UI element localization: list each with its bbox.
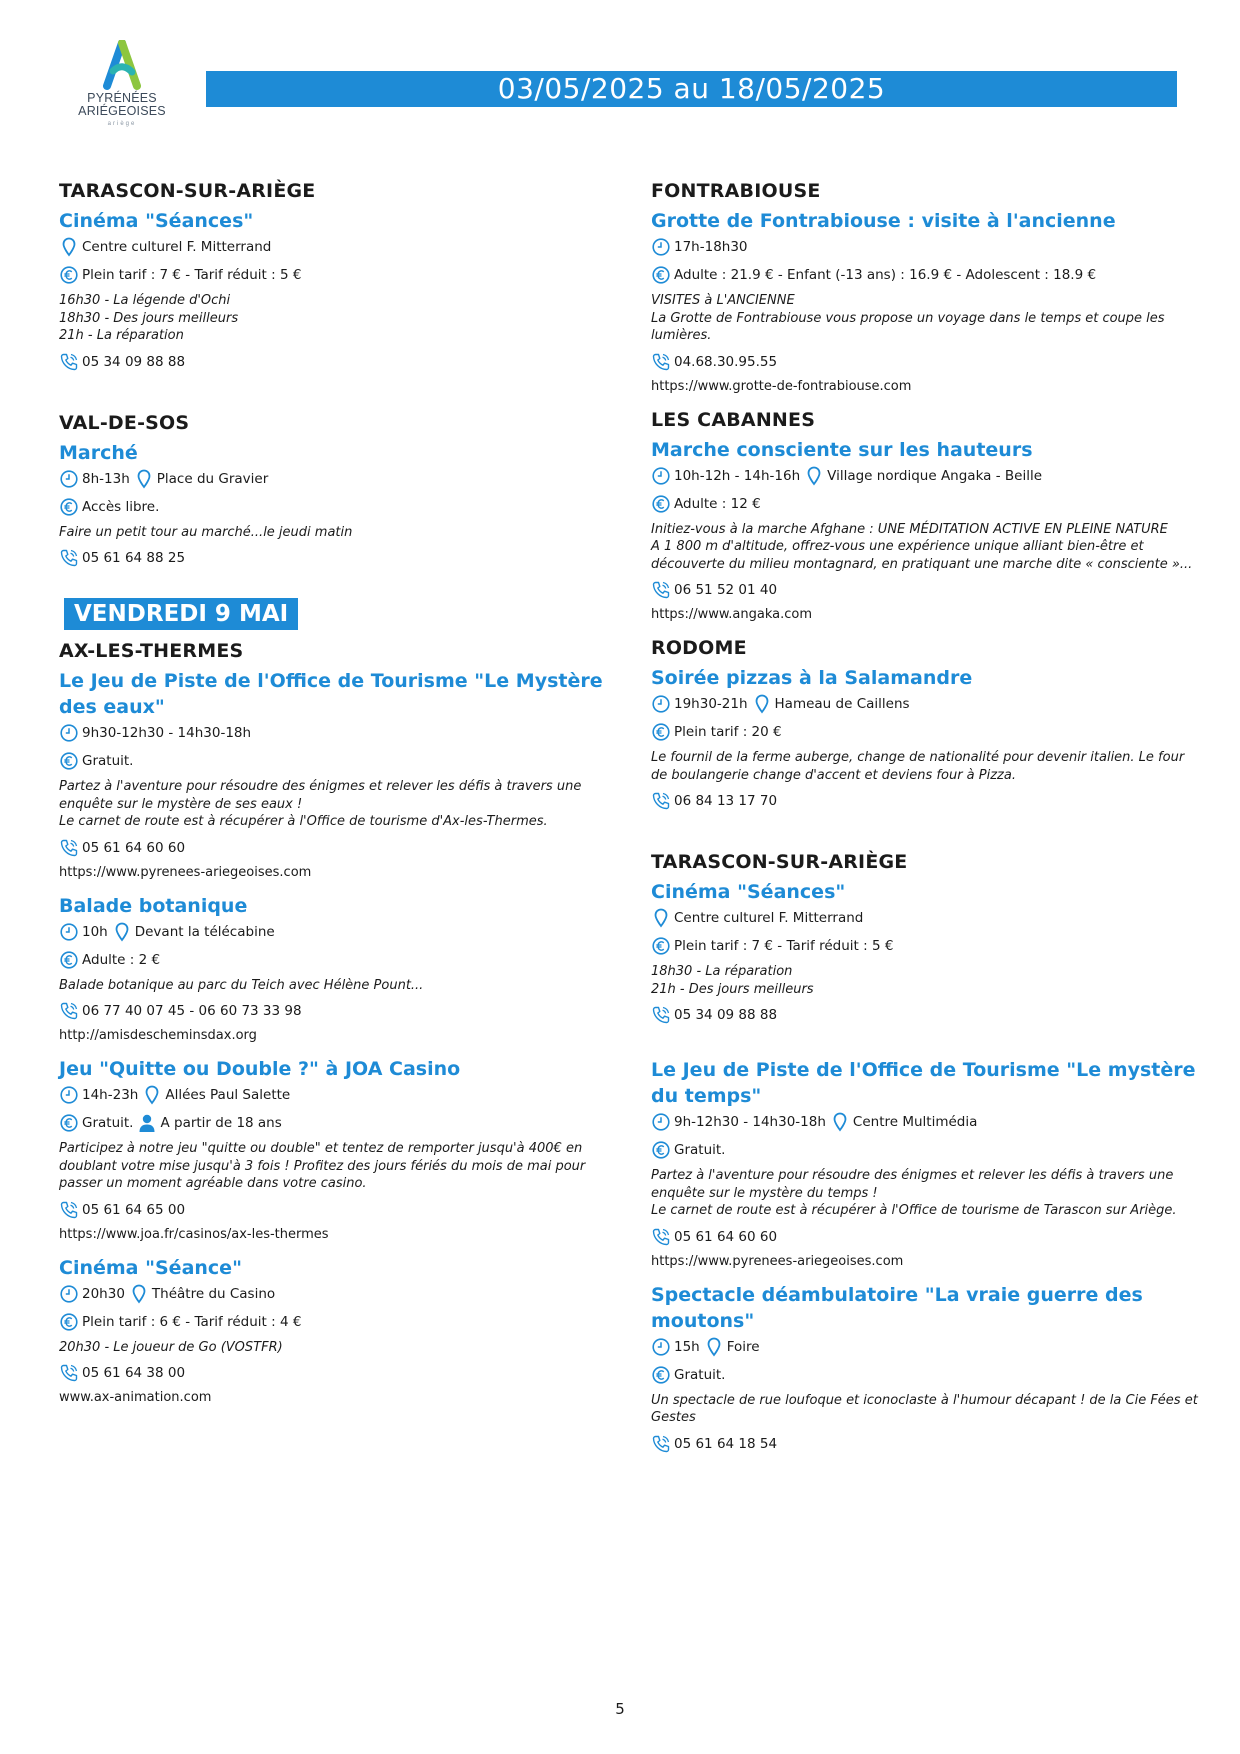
clock-icon xyxy=(59,1284,79,1304)
left-column xyxy=(59,178,615,1408)
event-url-link[interactable]: https://www.joa.fr/casinos/ax-les-thermes xyxy=(59,1226,329,1242)
euro-icon xyxy=(59,1312,79,1332)
event-url-link[interactable]: https://www.pyrenees-ariegeoises.com xyxy=(651,1253,904,1269)
event-price: Adulte : 12 € xyxy=(674,495,761,512)
event-location: Devant la télécabine xyxy=(134,923,275,940)
clock-icon xyxy=(59,723,79,743)
event-price: Plein tarif : 7 € - Tarif réduit : 5 € xyxy=(674,938,894,954)
euro-icon xyxy=(651,936,671,956)
phone-icon xyxy=(59,1363,79,1383)
event-time: 9h30-12h30 - 14h30-18h xyxy=(82,725,252,741)
event-description: Le carnet de route est à récupérer à l'Office de tourisme d'Ax-les-Thermes. xyxy=(59,814,548,829)
clock-icon xyxy=(651,1112,671,1132)
event-phone[interactable]: 06 84 13 17 70 xyxy=(674,793,778,809)
event-city: TARASCON-SUR-ARIÈGE xyxy=(651,851,908,873)
event-description: VISITES à L'ANCIENNE xyxy=(651,293,795,308)
euro-icon xyxy=(59,751,79,771)
event-price: Gratuit. xyxy=(674,1366,726,1383)
event-description: La Grotte de Fontrabiouse vous propose un voyage dans le temps et coupe les lumières. xyxy=(651,310,1165,343)
clock-icon xyxy=(651,1337,671,1357)
event-title: Jeu "Quitte ou Double ?" à JOA Casino xyxy=(59,1058,461,1080)
event-description: Initiez-vous à la marche Afghane : UNE MÉDITATION ACTIVE EN PLEINE NATURE xyxy=(651,521,1168,537)
event-phone[interactable]: 06 51 52 01 40 xyxy=(674,582,778,598)
location-pin-icon xyxy=(651,908,671,928)
event-screening: 21h - La réparation xyxy=(59,328,184,343)
location-pin-icon xyxy=(112,922,132,942)
phone-icon xyxy=(59,548,79,568)
phone-icon xyxy=(651,791,671,811)
event-phone[interactable]: 05 61 64 60 60 xyxy=(82,839,186,856)
phone-icon xyxy=(651,352,671,372)
event-description: A 1 800 m d'altitude, offrez-vous une expérience unique alliant bien-être et découverte du milieu montagnard, en pratiquant une marche dite « consciente »... xyxy=(651,539,1193,572)
event-cinema-seance-ax xyxy=(59,1255,615,1409)
event-screening: 16h30 - La légende d'Ochi xyxy=(59,293,231,308)
event-val-de-sos-marche xyxy=(59,410,615,569)
event-price: Plein tarif : 20 € xyxy=(674,724,782,740)
event-description: Balade botanique au parc du Teich avec Hélène Pount... xyxy=(59,977,424,993)
event-title: Balade botanique xyxy=(59,894,248,917)
location-pin-icon xyxy=(134,469,154,489)
event-price: Plein tarif : 7 € - Tarif réduit : 5 € xyxy=(82,267,302,283)
phone-icon xyxy=(59,1200,79,1220)
event-time: 20h30 xyxy=(82,1285,125,1302)
event-price: Accès libre. xyxy=(82,498,160,515)
location-pin-icon xyxy=(142,1085,162,1105)
event-time: 8h-13h xyxy=(82,470,130,487)
event-price: Adulte : 2 € xyxy=(82,951,161,968)
event-url-link[interactable]: http://amisdescheminsdax.org xyxy=(59,1028,257,1043)
clock-icon xyxy=(59,922,79,942)
event-price: Adulte : 21.9 € - Enfant (-13 ans) : 16.9 € - Adolescent : 18.9 € xyxy=(674,267,1097,283)
event-time: 19h30-21h xyxy=(674,696,748,712)
clock-icon xyxy=(59,469,79,489)
event-cabannes-marche xyxy=(651,407,1201,626)
event-location: Centre culturel F. Mitterrand xyxy=(674,910,864,926)
event-url-link[interactable]: https://www.grotte-de-fontrabiouse.com xyxy=(651,378,912,394)
euro-icon xyxy=(59,265,79,285)
euro-icon xyxy=(651,1140,671,1160)
location-pin-icon xyxy=(830,1112,850,1132)
event-phone[interactable]: 05 61 64 38 00 xyxy=(82,1365,186,1381)
person-age-icon xyxy=(137,1113,157,1133)
event-rodome-pizzas xyxy=(651,635,1201,811)
event-ax-jeu-de-piste xyxy=(59,638,615,883)
event-title: Marché xyxy=(59,441,138,464)
event-phone[interactable]: 05 61 64 65 00 xyxy=(82,1201,186,1218)
event-location: Place du Gravier xyxy=(156,470,269,487)
right-column xyxy=(651,178,1201,1454)
location-pin-icon xyxy=(129,1284,149,1304)
event-screening: 20h30 - Le joueur de Go (VOSTFR) xyxy=(59,1339,283,1355)
event-city: FONTRABIOUSE xyxy=(651,180,821,202)
brand-tagline: ariège xyxy=(107,121,137,127)
euro-icon xyxy=(59,497,79,517)
phone-icon xyxy=(651,1434,671,1454)
event-fontrabiouse-grotte xyxy=(651,178,1201,397)
event-title: Cinéma "Séance" xyxy=(59,1256,242,1279)
event-screening: 21h - Des jours meilleurs xyxy=(651,981,814,997)
event-phone[interactable]: 05 61 64 60 60 xyxy=(674,1228,778,1245)
event-title: Soirée pizzas à la Salamandre xyxy=(651,667,973,689)
event-price: Gratuit. xyxy=(82,1115,134,1131)
location-pin-icon xyxy=(752,694,772,714)
event-age-limit: A partir de 18 ans xyxy=(160,1115,282,1131)
event-time: 17h-18h30 xyxy=(674,239,748,255)
event-url-link[interactable]: https://www.pyrenees-ariegeoises.com xyxy=(59,864,312,880)
day-heading: VENDREDI 9 MAI xyxy=(64,598,298,630)
event-phone[interactable]: 05 34 09 88 88 xyxy=(82,353,186,370)
event-title: Le Jeu de Piste de l'Office de Tourisme "Le Mystère des eaux" xyxy=(59,670,603,718)
event-description: Partez à l'aventure pour résoudre des énigmes et relever les défis à travers une enquête sur le mystère de ses eaux ! xyxy=(59,779,582,812)
event-joa-casino xyxy=(59,1056,615,1245)
event-title: Cinéma "Séances" xyxy=(59,210,254,232)
event-screening: 18h30 - Des jours meilleurs xyxy=(59,310,239,326)
event-phone[interactable]: 05 34 09 88 88 xyxy=(674,1007,778,1023)
event-location: Hameau de Caillens xyxy=(774,696,910,712)
event-balade-botanique xyxy=(59,893,615,1047)
event-location: Centre culturel F. Mitterrand xyxy=(82,239,272,255)
euro-icon xyxy=(651,1365,671,1385)
event-city: VAL-DE-SOS xyxy=(59,411,190,434)
event-title: Le Jeu de Piste de l'Office de Tourisme "Le mystère du temps" xyxy=(651,1059,1196,1107)
event-spectacle-moutons xyxy=(651,1282,1201,1454)
phone-icon xyxy=(651,1227,671,1247)
event-time: 10h xyxy=(82,923,108,940)
event-description: Le carnet de route est à récupérer à l'Office de tourisme de Tarascon sur Ariège. xyxy=(651,1203,1177,1218)
event-description: Faire un petit tour au marché...le jeudi matin xyxy=(59,524,353,540)
event-time: 10h-12h - 14h-16h xyxy=(674,467,801,484)
event-time: 15h xyxy=(674,1338,700,1355)
event-location: Centre Multimédia xyxy=(852,1114,978,1130)
clock-icon xyxy=(59,1085,79,1105)
event-tarascon-jeu-de-piste xyxy=(651,1057,1201,1272)
event-url-link[interactable]: www.ax-animation.com xyxy=(59,1390,212,1405)
brand-name-line1: PYRÉNÉES xyxy=(87,91,157,105)
event-location: Foire xyxy=(726,1338,760,1355)
clock-icon xyxy=(651,237,671,257)
event-title: Marche consciente sur les hauteurs xyxy=(651,438,1033,461)
event-description: Le fournil de la ferme auberge, change de nationalité pour devenir italien. Le four de boulangerie change d'accent et deviens four à Pizza. xyxy=(651,750,1185,783)
event-phone[interactable]: 04.68.30.95.55 xyxy=(674,353,778,370)
euro-icon xyxy=(651,722,671,742)
event-price: Plein tarif : 6 € - Tarif réduit : 4 € xyxy=(82,1313,302,1330)
event-url-link[interactable]: https://www.angaka.com xyxy=(651,607,813,622)
event-screening: 18h30 - La réparation xyxy=(651,964,793,979)
event-city: AX-LES-THERMES xyxy=(59,640,244,662)
event-city: TARASCON-SUR-ARIÈGE xyxy=(59,180,316,202)
event-title: Spectacle déambulatoire "La vraie guerre des moutons" xyxy=(651,1283,1143,1332)
event-phone[interactable]: 05 61 64 18 54 xyxy=(674,1435,778,1452)
page-number: 5 xyxy=(615,1700,625,1718)
brand-logo xyxy=(72,40,172,127)
logo-mark-icon xyxy=(99,40,145,92)
phone-icon xyxy=(651,580,671,600)
euro-icon xyxy=(59,950,79,970)
event-time: 14h-23h xyxy=(82,1087,139,1103)
event-phone[interactable]: 06 77 40 07 45 - 06 60 73 33 98 xyxy=(82,1003,302,1019)
event-phone[interactable]: 05 61 64 88 25 xyxy=(82,550,186,566)
euro-icon xyxy=(651,494,671,514)
event-tarascon-cinema xyxy=(59,178,615,372)
event-title: Grotte de Fontrabiouse : visite à l'ancienne xyxy=(651,210,1116,232)
event-city: LES CABANNES xyxy=(651,408,816,431)
phone-icon xyxy=(59,838,79,858)
event-price: Gratuit. xyxy=(674,1142,726,1158)
event-price: Gratuit. xyxy=(82,753,134,769)
clock-icon xyxy=(651,466,671,486)
phone-icon xyxy=(59,352,79,372)
event-title: Cinéma "Séances" xyxy=(651,881,846,903)
phone-icon xyxy=(651,1005,671,1025)
event-location: Théâtre du Casino xyxy=(151,1285,276,1302)
event-time: 9h-12h30 - 14h30-18h xyxy=(674,1114,826,1130)
date-range-banner: 03/05/2025 au 18/05/2025 xyxy=(206,71,1177,107)
event-description: Un spectacle de rue loufoque et iconoclaste à l'humour décapant ! de la Cie Fées et Gestes xyxy=(651,1392,1198,1425)
phone-icon xyxy=(59,1001,79,1021)
brand-name-line2: ARIÉGEOISES xyxy=(78,104,166,118)
euro-icon xyxy=(651,265,671,285)
location-pin-icon xyxy=(704,1337,724,1357)
event-description: Participez à notre jeu "quitte ou double" et tentez de remporter jusqu'à 400€ en doublant votre mise jusqu'à 3 fois ! Profitez des jours fériés du mois de mai pour passer un moment agréable dans votre casino. xyxy=(59,1141,586,1191)
event-tarascon-cinema-2 xyxy=(651,849,1201,1025)
euro-icon xyxy=(59,1113,79,1133)
event-description: Partez à l'aventure pour résoudre des énigmes et relever les défis à travers une enquête sur le mystère du temps ! xyxy=(651,1168,1174,1201)
event-location: Village nordique Angaka - Beille xyxy=(827,467,1043,484)
location-pin-icon xyxy=(59,237,79,257)
clock-icon xyxy=(651,694,671,714)
event-city: RODOME xyxy=(651,637,747,659)
event-location: Allées Paul Salette xyxy=(165,1087,291,1103)
location-pin-icon xyxy=(804,466,824,486)
